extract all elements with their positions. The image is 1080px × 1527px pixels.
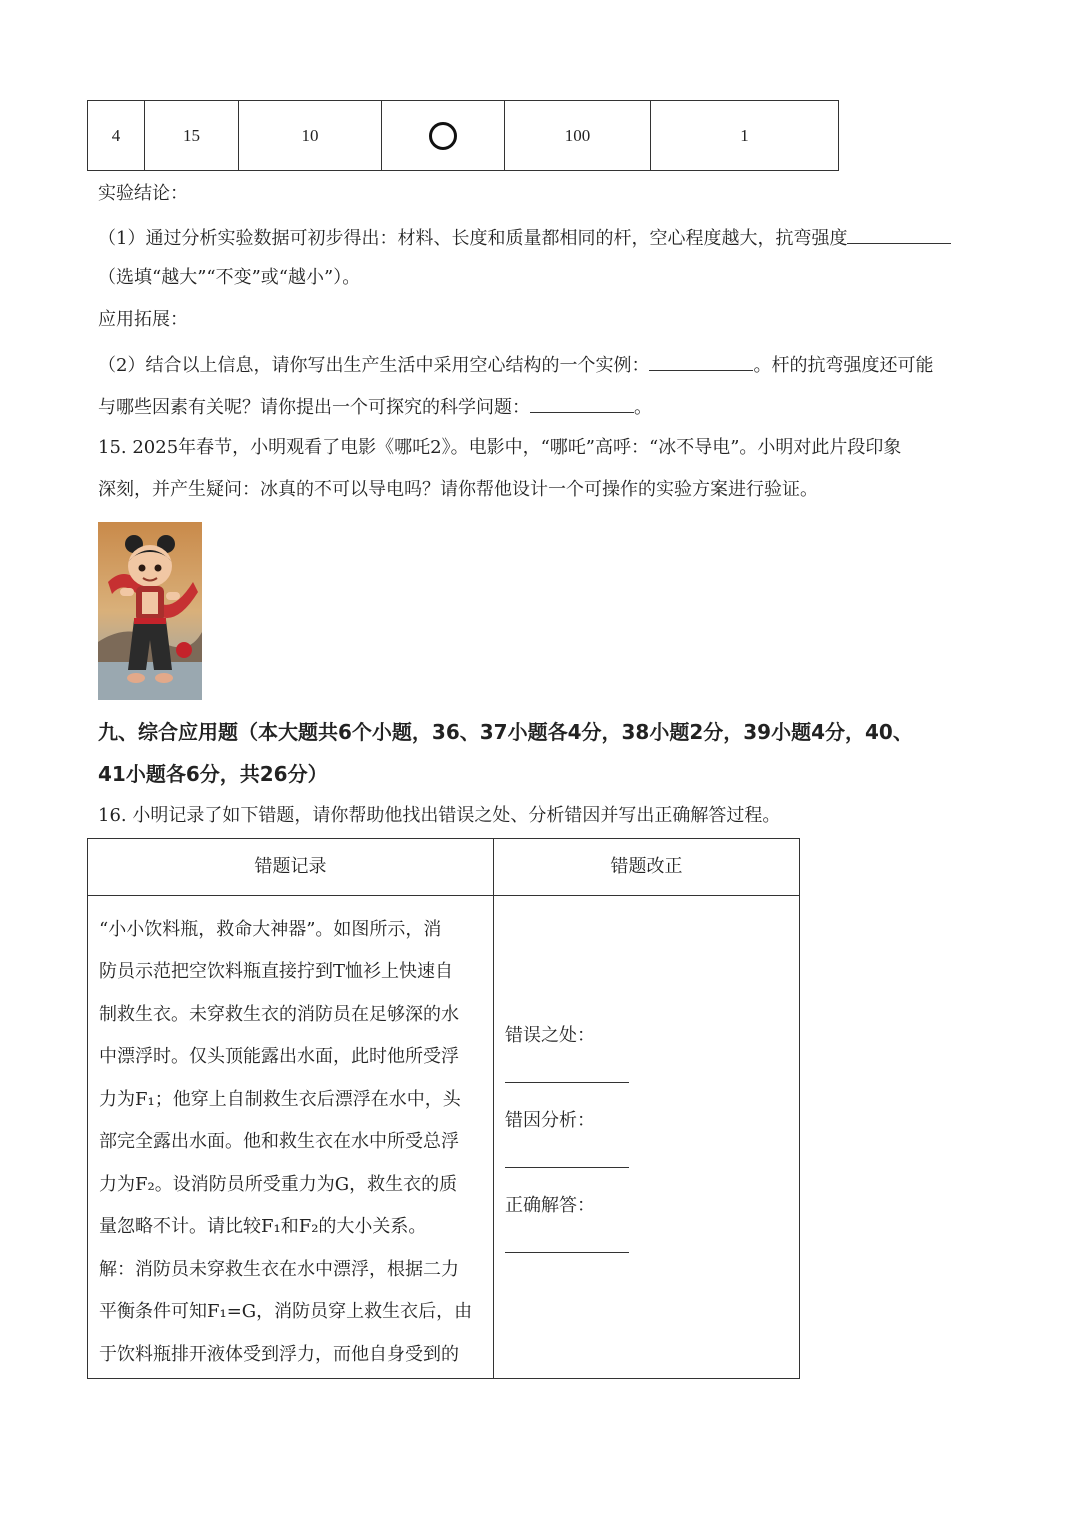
table-divider [88, 895, 799, 896]
question-1-options: （选填“越大”“不变”或“越小”）。 [98, 267, 361, 288]
record-line: 力为F₂。设消防员所受重力为G，救生衣的质 [99, 1174, 458, 1195]
question-2 [98, 352, 933, 377]
conclusion-label: 实验结论： [98, 183, 188, 204]
question-2-text: （2）结合以上信息，请你写出生产生活中采用空心结构的一个实例： [98, 355, 650, 376]
record-line: “小小饮料瓶，救命大神器”。如图所示，消 [99, 919, 442, 940]
record-line: 制救生衣。未穿救生衣的消防员在足够深的水 [99, 1004, 459, 1025]
error-location-label: 错误之处： [505, 1025, 595, 1046]
record-line: 解：消防员未穿救生衣在水中漂浮，根据二力 [99, 1259, 459, 1280]
answer-blank[interactable] [530, 394, 634, 413]
table-cell: 100 [505, 101, 651, 171]
table-cell [382, 101, 505, 171]
question-15-line2: 深刻，并产生疑问：冰真的不可以导电吗？请你帮他设计一个可操作的实验方案进行验证。 [98, 479, 818, 500]
question-1 [98, 225, 951, 250]
table-cell: 4 [88, 101, 145, 171]
question-2-text-line2: 与哪些因素有关呢？请你提出一个可探究的科学问题： [98, 397, 530, 418]
error-cause-blank[interactable] [505, 1167, 629, 1168]
table-cell: 10 [239, 101, 382, 171]
question-2-line2 [98, 394, 652, 419]
record-line: 中漂浮时。仅头顶能露出水面，此时他所受浮 [99, 1046, 459, 1067]
section-heading-line1: 九、综合应用题（本大题共6个小题，36、37小题各4分，38小题2分，39小题4分，40、 [98, 720, 913, 744]
record-line: 力为F₁；他穿上自制救生衣后漂浮在水中，头 [99, 1089, 461, 1110]
table-divider [493, 839, 494, 1378]
record-line: 防员示范把空饮料瓶直接拧到T恤衫上快速自 [99, 961, 454, 982]
question-2-end: 。 [634, 397, 652, 418]
answer-blank[interactable] [649, 352, 753, 371]
circle-symbol-icon [429, 122, 457, 150]
record-line: 平衡条件可知F₁=G，消防员穿上救生衣后，由 [99, 1301, 473, 1322]
record-line: 量忽略不计。请比较F₁和F₂的大小关系。 [99, 1216, 427, 1237]
nezha-illustration [98, 522, 202, 700]
error-cause-label: 错因分析： [505, 1110, 595, 1131]
question-1-text: （1）通过分析实验数据可初步得出：材料、长度和质量都相同的杆，空心程度越大，抗弯强度 [98, 228, 848, 249]
record-line: 部完全露出水面。他和救生衣在水中所受总浮 [99, 1131, 459, 1152]
extension-label: 应用拓展： [98, 309, 188, 330]
nezha-image [98, 522, 202, 700]
column-header-correction: 错题改正 [610, 856, 683, 877]
question-2-text-cont: 。杆的抗弯强度还可能 [753, 355, 934, 376]
table-cell: 15 [145, 101, 239, 171]
correct-answer-blank[interactable] [505, 1252, 629, 1253]
column-header-record: 错题记录 [254, 856, 327, 877]
error-correction-table [87, 838, 800, 1379]
answer-blank[interactable] [847, 225, 951, 244]
data-table [87, 100, 839, 171]
error-location-blank[interactable] [505, 1082, 629, 1083]
section-heading-line2: 41小题各6分，共26分） [98, 762, 328, 786]
table-cell: 1 [651, 101, 839, 171]
question-16-intro: 16. 小明记录了如下错题，请你帮助他找出错误之处、分析错因并写出正确解答过程。 [98, 805, 781, 826]
correct-answer-label: 正确解答： [505, 1195, 595, 1216]
record-line: 于饮料瓶排开液体受到浮力，而他自身受到的 [99, 1344, 459, 1365]
question-15-line1: 15. 2025年春节，小明观看了电影《哪吒2》。电影中，“哪吒”高呼：“冰不导电”。小明对此片段印象 [98, 437, 902, 458]
table-row [88, 101, 839, 171]
